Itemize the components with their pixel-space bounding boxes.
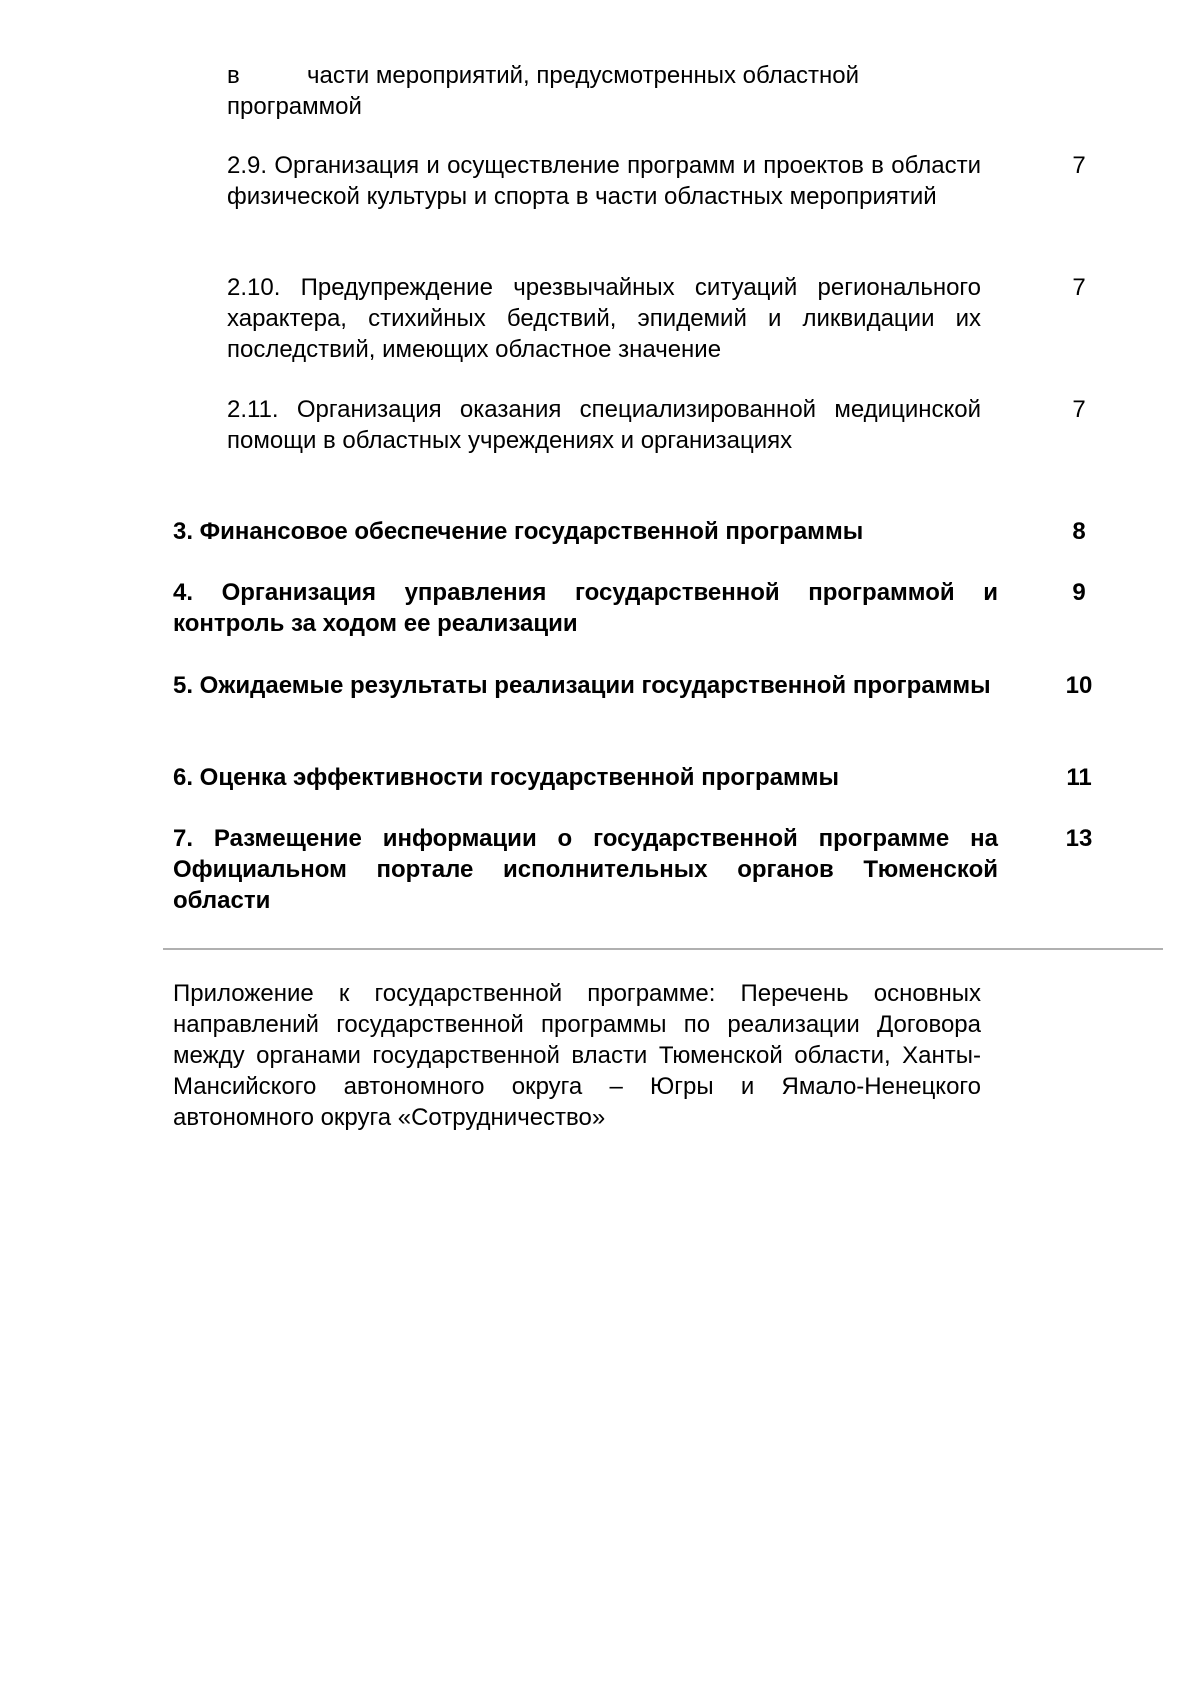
toc-entry-label: 2.11. Организация оказания специализированной медицинской помощи в областных учреждениях и организациях [227, 396, 981, 454]
continuation-text-line2: программой [227, 93, 362, 120]
toc-entry-label: 2.10. Предупреждение чрезвычайных ситуаций регионального характера, стихийных бедствий, эпидемий и ликвидации их последствий, имеющих областное значение [227, 274, 981, 363]
section-divider [163, 948, 1163, 950]
toc-entry-page: 10 [1065, 672, 1093, 699]
toc-entry-page: 7 [1072, 274, 1086, 301]
toc-entry-label: 4. Организация управления государственной программой и контроль за ходом ее реализации [173, 579, 998, 637]
toc-entry-5[interactable] [173, 670, 1133, 732]
toc-entry-2-10[interactable] [227, 272, 1127, 365]
toc-appendix[interactable]: Приложение к государственной программе: Перечень основных направлений государственной программы по реализации Договора между органами государственной власти Тюменской области, Ханты-Мансийского автономного округа – Югры и Ямало-Ненецкого автономного округа «Сотрудничество» [173, 980, 981, 1131]
continuation-prefix: в [227, 62, 240, 89]
toc-entry-page: 13 [1065, 825, 1093, 852]
toc-entry-page: 9 [1072, 579, 1086, 606]
toc-entry-2-9[interactable] [227, 150, 1127, 243]
toc-entry-3[interactable] [173, 516, 1133, 547]
toc-entry-2-11[interactable] [227, 394, 1127, 487]
toc-entry-label: 2.9. Организация и осуществление программ и проектов в области физической культуры и спорта в части областных мероприятий [227, 152, 981, 210]
toc-entry-page: 11 [1066, 764, 1092, 791]
toc-entry-page: 8 [1072, 518, 1086, 545]
toc-entry-7[interactable] [173, 823, 1133, 916]
toc-entry-label: 3. Финансовое обеспечение государственной программы [173, 518, 864, 545]
toc-entry-label: 6. Оценка эффективности государственной программы [173, 764, 840, 791]
toc-entry-page: 7 [1072, 152, 1086, 179]
toc-entry-label: 7. Размещение информации о государственной программе на Официальном портале исполнительных органов Тюменской области [173, 825, 998, 914]
toc-entry-page: 7 [1072, 396, 1086, 423]
toc-entry-6[interactable] [173, 762, 1133, 793]
toc-entry-4[interactable] [173, 577, 1133, 639]
continuation-text: части мероприятий, предусмотренных областной [307, 62, 860, 89]
toc-entry-label: 5. Ожидаемые результаты реализации государственной программы [173, 672, 991, 699]
